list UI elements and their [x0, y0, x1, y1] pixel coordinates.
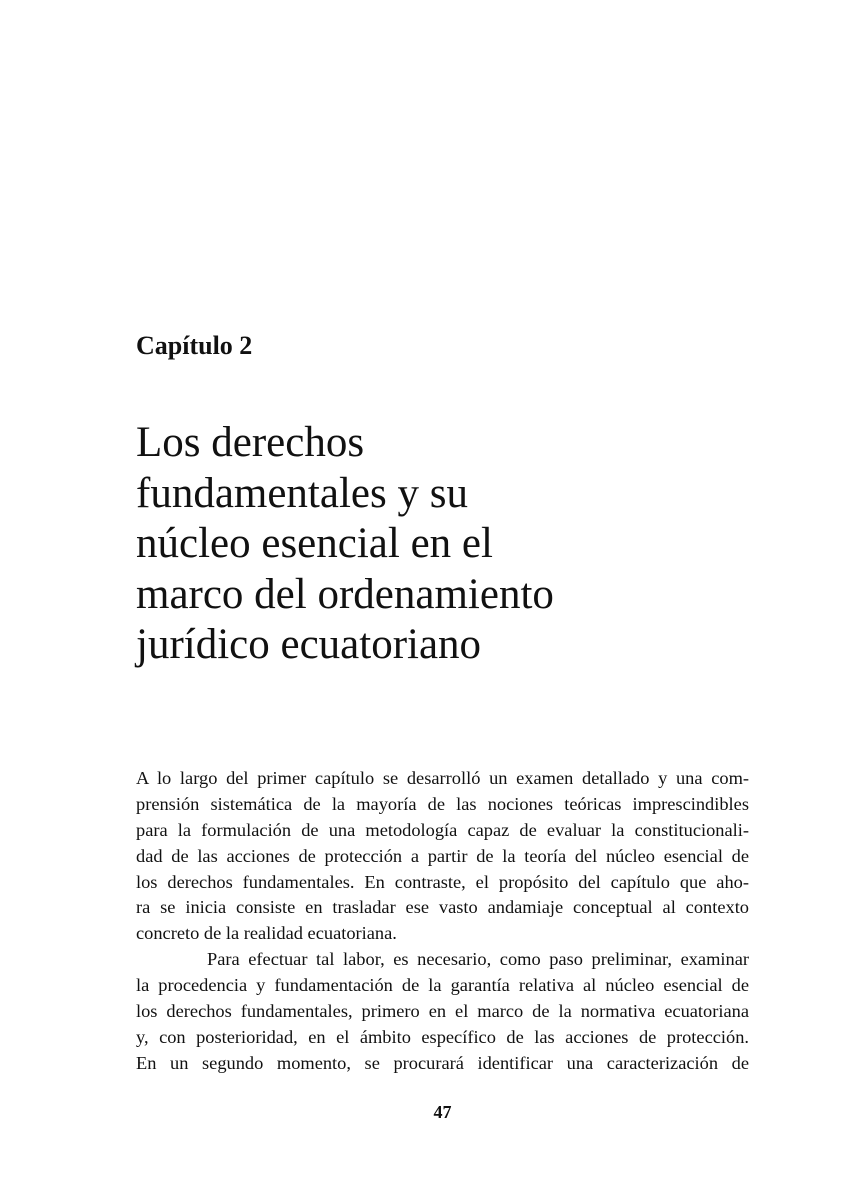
chapter-title-line: marco del ordenamiento	[136, 570, 554, 618]
text-line: la procedencia y fundamentación de la garantía relativa al núcleo esencial de	[136, 975, 749, 996]
body-text	[136, 766, 749, 1077]
text-line: y, con posterioridad, en el ámbito específico de las acciones de protección.	[136, 1026, 749, 1047]
text-line: prensión sistemática de la mayoría de las nociones teóricas imprescindibles	[136, 793, 749, 814]
chapter-title-line: jurídico ecuatoriano	[136, 621, 482, 668]
text-line: los derechos fundamentales, primero en el marco de la normativa ecuatoriana	[136, 1001, 749, 1022]
text-line: ra se inicia consiste en trasladar ese vasto andamiaje conceptual al contexto	[136, 897, 749, 918]
chapter-title-line: núcleo esencial en el	[136, 520, 493, 567]
text-line: En un segundo momento, se procurará identificar una caracterización de	[136, 1052, 749, 1073]
text-line: A lo largo del primer capítulo se desarrolló un examen detallado y una com-	[136, 768, 749, 788]
chapter-title-line: fundamentales y su	[136, 469, 468, 517]
paragraph-1	[136, 766, 749, 947]
text-line: Para efectuar tal labor, es necesario, como paso preliminar, examinar	[207, 949, 749, 970]
text-line: dad de las acciones de protección a partir de la teoría del núcleo esencial de	[136, 845, 749, 866]
chapter-title-line: Los derechos	[136, 419, 365, 466]
text-line: los derechos fundamentales. En contraste, el propósito del capítulo que aho-	[136, 871, 749, 892]
chapter-title	[136, 418, 756, 671]
chapter-label: Capítulo 2	[136, 331, 253, 360]
text-line: para la formulación de una metodología capaz de evaluar la constitucionali-	[136, 819, 749, 840]
paragraph-2	[136, 947, 749, 1076]
page-number: 47	[433, 1102, 452, 1122]
text-line: concreto de la realidad ecuatoriana.	[136, 923, 397, 944]
